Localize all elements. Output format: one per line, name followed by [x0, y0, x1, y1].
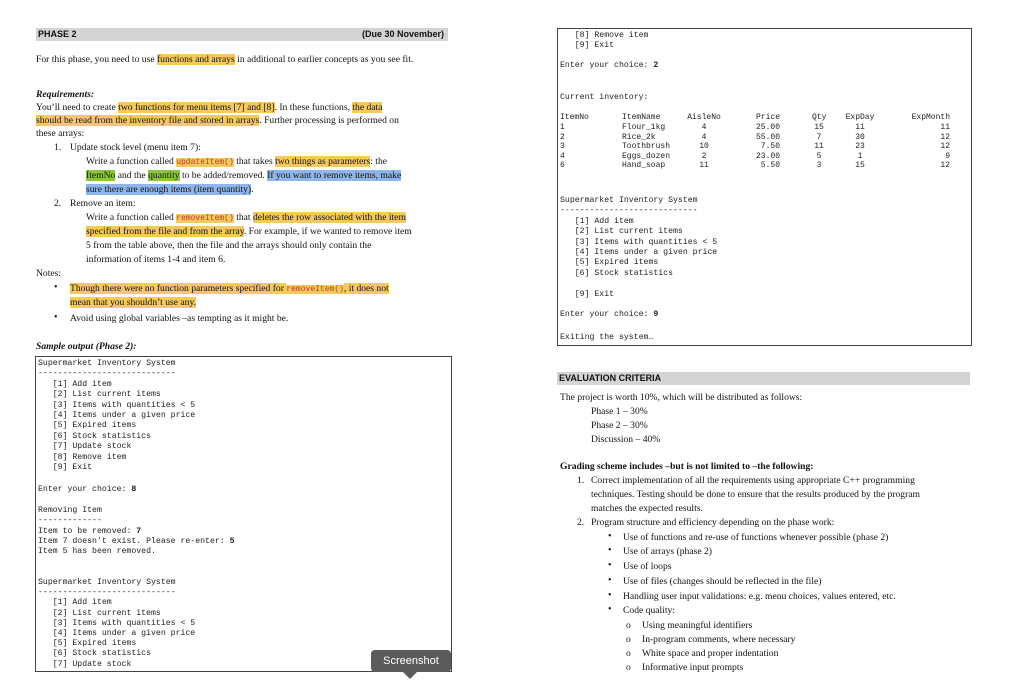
table-cell: 5: [816, 151, 822, 161]
table-cell: 12: [940, 142, 950, 152]
grading-1-line-a: Correct implementation of all the requirements using appropriate C++ programming: [591, 475, 915, 486]
table-cell: Price: [755, 113, 780, 122]
console-line: [1] Add item: [38, 598, 112, 608]
sample-removing: Removing Item: [38, 506, 102, 515]
code-quality-1: Using meaningful identifiers: [642, 620, 753, 631]
table-cell: 23.00: [755, 151, 780, 161]
bullet-icon: •: [54, 312, 58, 323]
console-line: [4] Items under a given price: [38, 629, 196, 638]
bullet-icon: •: [608, 531, 612, 542]
item2-line-c: 5 from the table above, then the file and the arrays should only contain the: [86, 240, 372, 251]
sample-rm-line-2: Item 7 doesn’t exist. Please re-enter: 5: [38, 537, 235, 546]
table-cell: 11: [940, 123, 950, 132]
table-cell: Eggs_dozen: [622, 151, 671, 161]
code-quality-4: Informative input prompts: [642, 662, 744, 673]
console-line: ----------------------------: [560, 206, 698, 216]
right-output-box: [557, 28, 972, 346]
note-1-line-b: mean that you shouldn’t use any.: [70, 297, 197, 308]
screenshot-tooltip[interactable]: Screenshot: [371, 650, 451, 672]
table-cell: 11: [855, 123, 865, 132]
phase-header: [36, 28, 448, 41]
right-choice2-line: Enter your choice: 9: [560, 310, 659, 319]
circle-bullet-icon: o: [626, 634, 631, 645]
table-cell: 25.00: [755, 123, 780, 132]
console-line: [6] Stock statistics: [38, 649, 152, 659]
console-line: Supermarket Inventory System: [560, 196, 698, 205]
bullet-icon: •: [608, 604, 612, 615]
requirements-heading: Requirements:: [36, 89, 95, 100]
console-line: [2] List current items: [560, 227, 683, 237]
grading-heading: Grading scheme includes –but is not limited to –the following:: [560, 461, 814, 472]
bullet-icon: •: [608, 575, 612, 586]
right-choice-line: Enter your choice: 2: [560, 61, 659, 70]
item1-number: 1.: [54, 142, 62, 153]
table-cell: 11: [699, 161, 709, 171]
console-line: [5] Expired items: [560, 258, 659, 268]
table-cell: 4: [560, 151, 565, 161]
table-cell: 4: [701, 132, 707, 142]
bullet-icon: •: [608, 560, 612, 571]
item2-line-d: information of items 1-4 and item 6.: [86, 254, 226, 265]
eval-discussion: Discussion – 40%: [591, 434, 661, 445]
item2-title: Remove an item:: [70, 198, 136, 209]
item1-line-c: sure there are enough items (item quantity).: [86, 184, 254, 195]
console-line: Supermarket Inventory System: [38, 359, 176, 368]
sample-rm-line-1: Item to be removed: 7: [38, 527, 142, 536]
item1-title: Update stock level (menu item 7):: [70, 142, 201, 153]
sample-rm-line-3: Item 5 has been removed.: [38, 547, 156, 556]
table-cell: 3: [816, 161, 822, 171]
bullet-icon: •: [54, 282, 58, 293]
grading-bullet-2: Use of arrays (phase 2): [623, 546, 712, 557]
console-line: [8] Remove item: [560, 31, 649, 40]
table-cell: Qty: [812, 113, 827, 122]
current-inventory-label: Current inventory:: [560, 93, 649, 102]
table-cell: 5.50: [760, 161, 780, 171]
table-cell: AisleNo: [687, 113, 721, 122]
eval-intro: The project is worth 10%, which will be distributed as follows:: [560, 392, 803, 403]
eval-phase2: Phase 2 – 30%: [591, 420, 648, 431]
grading-2-number: 2.: [577, 517, 585, 528]
grading-1-line-b: techniques. Testing should be done to ensure that the results produced by the program: [591, 489, 920, 500]
console-line: ----------------------------: [38, 588, 176, 598]
note-1-line-a: Though there were no function parameters specified for removeItem(), it does not: [70, 283, 389, 294]
eval-phase1: Phase 1 – 30%: [591, 406, 648, 417]
console-line: [2] List current items: [38, 608, 161, 618]
table-cell: Rice_2k: [622, 132, 656, 142]
table-cell: 12: [940, 132, 950, 142]
phase-due: (Due 30 November): [361, 29, 444, 39]
requirements-line-2: should be read from the inventory file and stored in arrays. Further processing is performed on: [36, 115, 399, 126]
console-line: [8] Remove item: [38, 452, 127, 462]
bullet-icon: •: [608, 545, 612, 556]
code-quality-3: White space and proper indentation: [642, 648, 779, 659]
table-cell: 23: [855, 142, 865, 152]
intro-paragraph: For this phase, you need to use functions and arrays in additional to earlier concepts as you see fit.: [36, 54, 414, 65]
console-line: [5] Expired items: [38, 421, 137, 431]
console-line: [1] Add item: [560, 216, 634, 226]
grading-bullet-3: Use of loops: [623, 561, 672, 572]
console-line: [5] Expired items: [38, 639, 137, 649]
console-line: [4] Items under a given price: [560, 248, 718, 257]
table-cell: 2: [560, 132, 565, 142]
code-quality-2: In-program comments, where necessary: [642, 634, 796, 645]
console-line: ----------------------------: [38, 369, 176, 379]
table-cell: ExpMonth: [911, 113, 950, 122]
table-cell: 15: [855, 161, 865, 171]
console-line: [3] Items with quantities < 5: [560, 237, 718, 247]
grading-1-number: 1.: [577, 475, 585, 486]
item2-number: 2.: [54, 198, 62, 209]
grading-bullet-4: Use of files (changes should be reflected in the file): [623, 576, 822, 587]
item2-line-a: Write a function called removeItem() that deletes the row associated with the item: [86, 212, 406, 223]
table-cell: Hand_soap: [622, 161, 666, 171]
table-cell: 12: [940, 161, 950, 171]
console-line: [7] Update stock: [38, 442, 132, 452]
console-line: [2] List current items: [38, 390, 161, 400]
grading-bullet-6: Code quality:: [623, 605, 675, 616]
console-line: [4] Items under a given price: [38, 411, 196, 420]
table-cell: 7: [816, 132, 822, 142]
grading-bullet-1: Use of functions and re-use of functions whenever possible (phase 2): [623, 532, 889, 543]
sample-removing-dash: -------------: [38, 516, 102, 525]
table-cell: 6: [560, 161, 565, 171]
console-line: Supermarket Inventory System: [38, 578, 176, 587]
note-2: Avoid using global variables –as tempting as it might be.: [70, 313, 289, 324]
requirements-line-3: these arrays:: [36, 128, 85, 139]
table-cell: 55.00: [755, 132, 780, 142]
table-cell: 1: [560, 123, 565, 132]
console-line: [1] Add item: [38, 379, 112, 389]
table-cell: ItemNo: [560, 113, 589, 122]
notes-label: Notes:: [36, 268, 62, 279]
console-line: [9] Exit: [560, 289, 615, 299]
circle-bullet-icon: o: [626, 620, 631, 631]
phase-title: PHASE 2: [38, 29, 77, 39]
sample-heading: Sample output (Phase 2):: [36, 341, 137, 352]
console-line: [3] Items with quantities < 5: [38, 400, 196, 410]
table-cell: ExpDay: [845, 113, 875, 122]
sample-choice-line: Enter your choice: 8: [38, 485, 137, 494]
console-line: [7] Update stock: [38, 659, 132, 669]
table-cell: Toothbrush: [622, 142, 671, 152]
table-cell: 7.50: [760, 142, 780, 152]
table-cell: 10: [699, 142, 709, 152]
item1-line-b: ItemNo and the quantity to be added/removed. If you want to remove items, make: [86, 170, 402, 181]
console-line: [6] Stock statistics: [38, 431, 152, 441]
grading-2-line: Program structure and efficiency depending on the phase work:: [591, 517, 835, 528]
console-line: [9] Exit: [38, 463, 93, 472]
console-line: [9] Exit: [560, 41, 615, 51]
exiting-line: Exiting the system…: [560, 333, 654, 342]
requirements-line-1: You’ll need to create two functions for menu items [7] and [8]. In these functions, the data: [36, 102, 383, 113]
table-cell: Flour_1kg: [622, 123, 666, 132]
grading-1-line-c: matches the expected results.: [591, 503, 703, 514]
grading-bullet-5: Handling user input validations: e.g. menu choices, values entered, etc.: [623, 591, 896, 602]
table-cell: 30: [855, 132, 865, 142]
console-line: [3] Items with quantities < 5: [38, 618, 196, 628]
item2-line-b: specified from the file and from the array. For example, if we wanted to remove item: [86, 226, 412, 237]
item1-line-a: Write a function called updateItem() that takes two things as parameters: the: [86, 156, 388, 167]
circle-bullet-icon: o: [626, 648, 631, 659]
table-cell: 4: [701, 123, 707, 132]
table-cell: 11: [814, 142, 824, 152]
evaluation-header: EVALUATION CRITERIA: [557, 372, 970, 385]
table-cell: 15: [814, 123, 824, 132]
bullet-icon: •: [608, 590, 612, 601]
table-cell: 9: [945, 151, 950, 161]
table-cell: ItemName: [622, 113, 661, 122]
table-cell: 1: [857, 151, 863, 161]
table-cell: 3: [560, 142, 565, 152]
circle-bullet-icon: o: [626, 662, 631, 673]
table-cell: 2: [701, 151, 707, 161]
console-line: [6] Stock statistics: [560, 268, 674, 278]
